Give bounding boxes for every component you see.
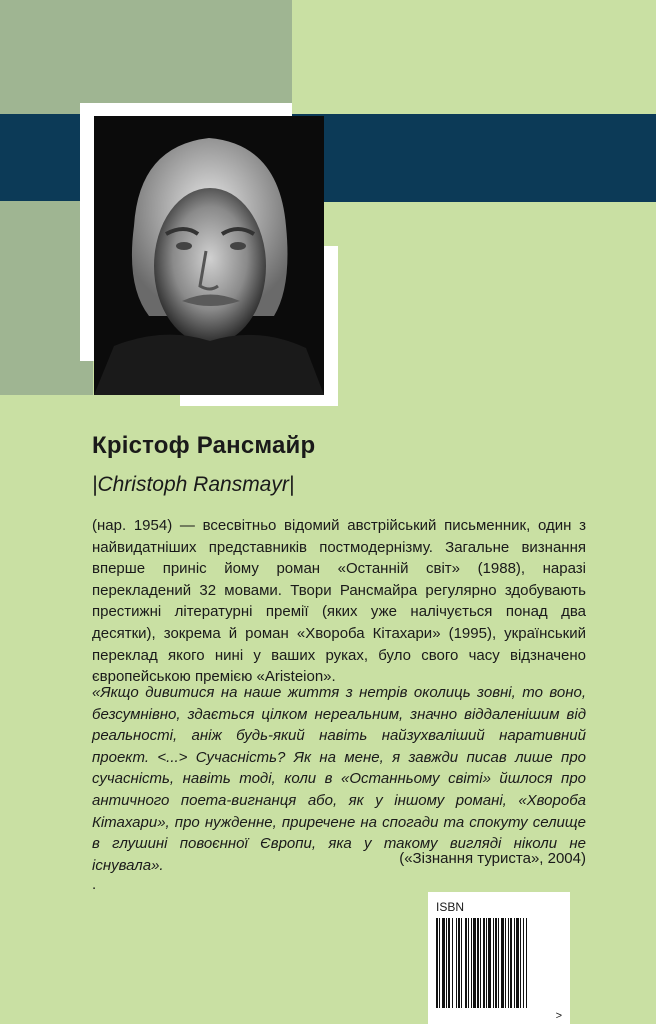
author-portrait [94, 116, 324, 395]
barcode-bars [436, 918, 562, 1008]
author-quote: «Якщо дивитися на наше життя з нетрів околиць зовні, то воно, безсумнівно, здається цілком нереальним, значно віддаленішим від реальності, аніж будь-який навіть найзухваліший наративний проект. <...> Сучасність? Як на мене, я завжди писав лише про сучасність, навіть тоді, коли в «Останньому світі» йшлося про античного поета-вигнанця або, як у іншому романі, «Хвороба Кітахари», про нужденне, приречене на спогади та спокуту селище в глушині повоєнної Європи, яка у такому вигляді ніколи не існувала». [92, 684, 586, 874]
author-name-original: |Christoph Ransmayr| [92, 473, 295, 496]
decorative-sage-block-top [0, 0, 292, 114]
author-name-ukrainian: Крістоф Рансмайр [92, 432, 316, 459]
stray-dot: . [92, 876, 97, 893]
quote-source: («Зізнання туриста», 2004) [399, 850, 586, 867]
isbn-label: ISBN [436, 900, 465, 914]
isbn-barcode [428, 892, 570, 1024]
author-biography: (нар. 1954) — всесвітньо відомий австрійський письменник, один з найвидатніших представників постмодернізму. Загальне визнання вперше приніс йому роман «Останній світ» (1988), наразі перекладений 32 мовами. Твори Рансмайра регулярно здобувають престижні літературні премії (яких уже налічується понад два десятки), зокрема й роман «Хвороба Кітахари» (1995), український переклад якого нині у ваших руках, було свого часу відзначено європейською премією «Aristeion». [92, 517, 586, 686]
barcode-arrow: > [555, 1010, 562, 1022]
